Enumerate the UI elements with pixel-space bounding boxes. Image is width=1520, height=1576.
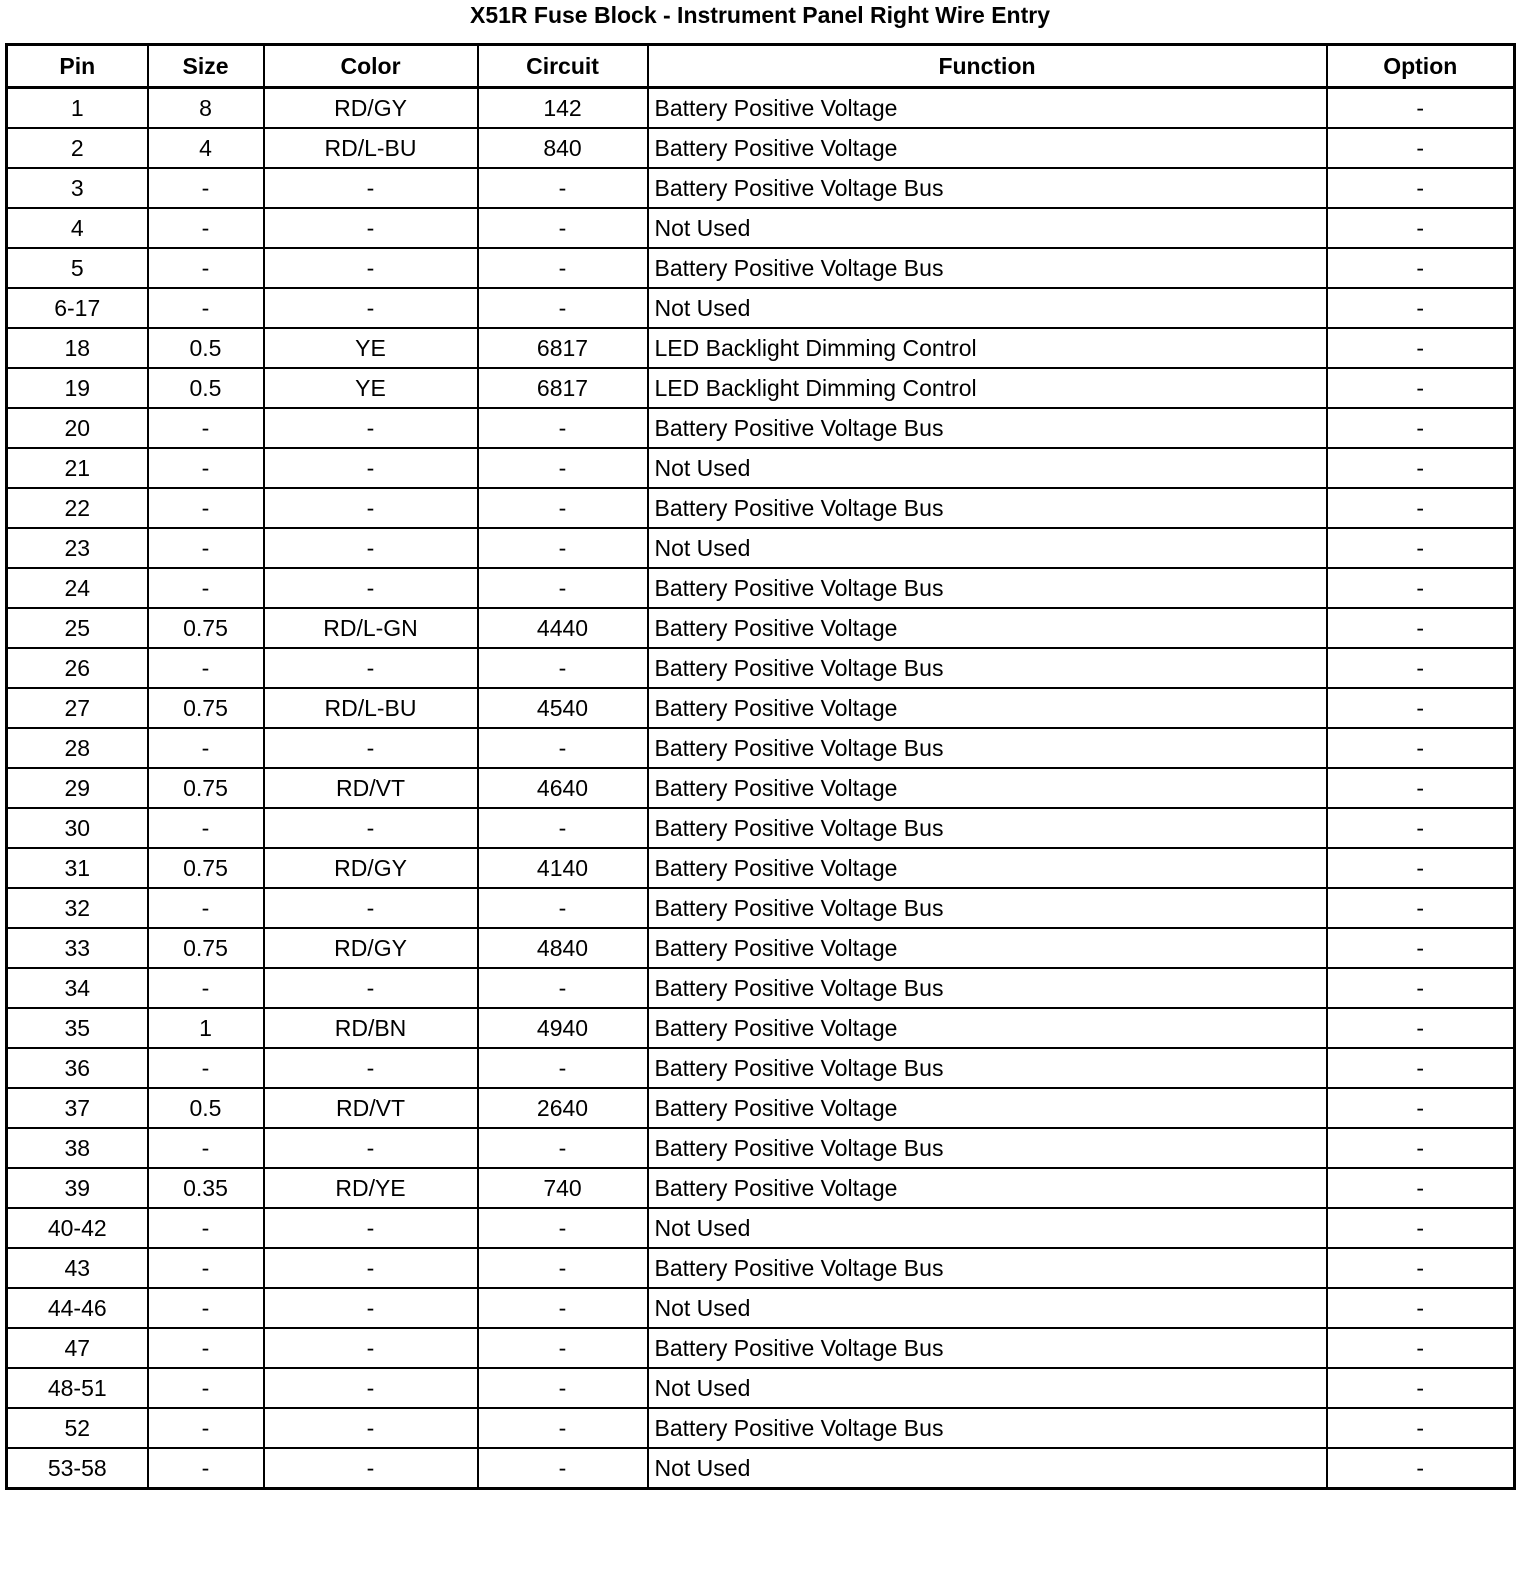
color-cell: -: [264, 728, 478, 768]
function-cell: Not Used: [648, 1368, 1327, 1408]
circuit-cell: -: [478, 488, 648, 528]
size-cell: -: [148, 248, 264, 288]
pin-cell: 34: [7, 968, 148, 1008]
color-cell: -: [264, 1208, 478, 1248]
table-row: [7, 1208, 1515, 1248]
function-cell: Battery Positive Voltage Bus: [648, 1408, 1327, 1448]
function-cell: Battery Positive Voltage Bus: [648, 728, 1327, 768]
pin-cell: 21: [7, 448, 148, 488]
option-cell: -: [1327, 928, 1515, 968]
size-cell: 0.75: [148, 688, 264, 728]
function-cell: Not Used: [648, 1448, 1327, 1489]
pin-cell: 18: [7, 328, 148, 368]
color-cell: RD/VT: [264, 1088, 478, 1128]
table-row: [7, 168, 1515, 208]
pin-cell: 48-51: [7, 1368, 148, 1408]
table-row: [7, 328, 1515, 368]
circuit-cell: 4540: [478, 688, 648, 728]
color-cell: -: [264, 968, 478, 1008]
size-cell: -: [148, 1368, 264, 1408]
page-title: X51R Fuse Block - Instrument Panel Right Wire Entry: [469, 2, 1051, 28]
option-cell: -: [1327, 1448, 1515, 1489]
pin-cell: 5: [7, 248, 148, 288]
function-cell: Battery Positive Voltage Bus: [648, 1048, 1327, 1088]
circuit-cell: 840: [478, 128, 648, 168]
table-row: [7, 1008, 1515, 1048]
pin-cell: 1: [7, 88, 148, 129]
circuit-cell: -: [478, 288, 648, 328]
pin-cell: 39: [7, 1168, 148, 1208]
option-cell: -: [1327, 808, 1515, 848]
table-row: [7, 1408, 1515, 1448]
option-cell: -: [1327, 1088, 1515, 1128]
option-cell: -: [1327, 248, 1515, 288]
size-cell: 0.75: [148, 848, 264, 888]
option-cell: -: [1327, 208, 1515, 248]
pin-cell: 36: [7, 1048, 148, 1088]
pin-cell: 53-58: [7, 1448, 148, 1489]
function-cell: Battery Positive Voltage Bus: [648, 1128, 1327, 1168]
table-row: [7, 888, 1515, 928]
circuit-cell: 4940: [478, 1008, 648, 1048]
pin-cell: 27: [7, 688, 148, 728]
option-cell: -: [1327, 448, 1515, 488]
color-cell: -: [264, 248, 478, 288]
color-cell: RD/BN: [264, 1008, 478, 1048]
circuit-cell: -: [478, 968, 648, 1008]
circuit-cell: 740: [478, 1168, 648, 1208]
color-cell: YE: [264, 368, 478, 408]
function-cell: Battery Positive Voltage: [648, 88, 1327, 129]
size-cell: -: [148, 808, 264, 848]
function-cell: Battery Positive Voltage Bus: [648, 648, 1327, 688]
size-cell: -: [148, 1328, 264, 1368]
function-cell: Battery Positive Voltage: [648, 688, 1327, 728]
circuit-cell: -: [478, 168, 648, 208]
function-cell: Battery Positive Voltage: [648, 1088, 1327, 1128]
pin-cell: 28: [7, 728, 148, 768]
option-cell: -: [1327, 408, 1515, 448]
option-cell: -: [1327, 608, 1515, 648]
function-cell: Battery Positive Voltage: [648, 1008, 1327, 1048]
size-cell: -: [148, 568, 264, 608]
circuit-cell: -: [478, 728, 648, 768]
table-row: [7, 1368, 1515, 1408]
circuit-cell: -: [478, 888, 648, 928]
function-cell: Battery Positive Voltage Bus: [648, 568, 1327, 608]
table-row: [7, 1048, 1515, 1088]
option-cell: -: [1327, 88, 1515, 129]
option-cell: -: [1327, 1008, 1515, 1048]
size-cell: 1: [148, 1008, 264, 1048]
function-cell: Battery Positive Voltage Bus: [648, 408, 1327, 448]
pin-cell: 52: [7, 1408, 148, 1448]
color-cell: -: [264, 808, 478, 848]
circuit-cell: 4440: [478, 608, 648, 648]
option-cell: -: [1327, 368, 1515, 408]
option-cell: -: [1327, 1128, 1515, 1168]
circuit-cell: 6817: [478, 368, 648, 408]
size-cell: -: [148, 168, 264, 208]
option-cell: -: [1327, 888, 1515, 928]
circuit-cell: -: [478, 528, 648, 568]
color-cell: RD/YE: [264, 1168, 478, 1208]
circuit-cell: 142: [478, 88, 648, 129]
pin-cell: 3: [7, 168, 148, 208]
size-cell: -: [148, 1128, 264, 1168]
pin-cell: 2: [7, 128, 148, 168]
function-cell: Battery Positive Voltage: [648, 928, 1327, 968]
function-cell: LED Backlight Dimming Control: [648, 368, 1327, 408]
option-cell: -: [1327, 1248, 1515, 1288]
color-cell: -: [264, 208, 478, 248]
option-cell: -: [1327, 1368, 1515, 1408]
color-cell: -: [264, 288, 478, 328]
table-row: [7, 1288, 1515, 1328]
size-cell: -: [148, 728, 264, 768]
pin-cell: 38: [7, 1128, 148, 1168]
color-cell: RD/GY: [264, 88, 478, 129]
function-cell: Not Used: [648, 288, 1327, 328]
table-row: [7, 568, 1515, 608]
function-cell: Battery Positive Voltage Bus: [648, 1328, 1327, 1368]
pin-cell: 26: [7, 648, 148, 688]
color-cell: -: [264, 1448, 478, 1489]
table-row: [7, 88, 1515, 129]
color-cell: -: [264, 1368, 478, 1408]
size-cell: -: [148, 888, 264, 928]
circuit-cell: -: [478, 448, 648, 488]
option-cell: -: [1327, 688, 1515, 728]
pinout-table: [5, 43, 1516, 1490]
circuit-cell: 6817: [478, 328, 648, 368]
pin-cell: 43: [7, 1248, 148, 1288]
table-row: [7, 1088, 1515, 1128]
function-cell: Not Used: [648, 208, 1327, 248]
color-cell: -: [264, 408, 478, 448]
option-cell: -: [1327, 488, 1515, 528]
table-row: [7, 728, 1515, 768]
color-cell: -: [264, 1408, 478, 1448]
table-row: [7, 288, 1515, 328]
pin-cell: 31: [7, 848, 148, 888]
size-cell: -: [148, 1448, 264, 1489]
size-cell: 0.75: [148, 608, 264, 648]
table-body: [7, 88, 1515, 1489]
size-cell: 0.75: [148, 768, 264, 808]
circuit-cell: -: [478, 1248, 648, 1288]
function-cell: Battery Positive Voltage Bus: [648, 168, 1327, 208]
pin-cell: 35: [7, 1008, 148, 1048]
color-cell: -: [264, 568, 478, 608]
circuit-cell: -: [478, 1128, 648, 1168]
circuit-cell: -: [478, 1288, 648, 1328]
function-cell: Battery Positive Voltage Bus: [648, 248, 1327, 288]
color-cell: RD/GY: [264, 928, 478, 968]
size-cell: 8: [148, 88, 264, 129]
table-row: [7, 128, 1515, 168]
size-cell: -: [148, 1248, 264, 1288]
function-cell: LED Backlight Dimming Control: [648, 328, 1327, 368]
option-cell: -: [1327, 1408, 1515, 1448]
option-cell: -: [1327, 568, 1515, 608]
size-cell: -: [148, 208, 264, 248]
column-header-pin: Pin: [7, 45, 148, 88]
size-cell: 0.5: [148, 1088, 264, 1128]
option-cell: -: [1327, 1168, 1515, 1208]
size-cell: 0.75: [148, 928, 264, 968]
pin-cell: 20: [7, 408, 148, 448]
function-cell: Not Used: [648, 1288, 1327, 1328]
option-cell: -: [1327, 848, 1515, 888]
option-cell: -: [1327, 128, 1515, 168]
function-cell: Battery Positive Voltage: [648, 1168, 1327, 1208]
pin-cell: 47: [7, 1328, 148, 1368]
function-cell: Battery Positive Voltage Bus: [648, 888, 1327, 928]
pin-cell: 23: [7, 528, 148, 568]
color-cell: RD/L-BU: [264, 688, 478, 728]
table-row: [7, 1128, 1515, 1168]
table-row: [7, 208, 1515, 248]
option-cell: -: [1327, 1208, 1515, 1248]
circuit-cell: 4840: [478, 928, 648, 968]
pin-cell: 32: [7, 888, 148, 928]
pin-cell: 30: [7, 808, 148, 848]
table-row: [7, 448, 1515, 488]
option-cell: -: [1327, 328, 1515, 368]
size-cell: -: [148, 448, 264, 488]
circuit-cell: -: [478, 808, 648, 848]
size-cell: -: [148, 528, 264, 568]
circuit-cell: -: [478, 1448, 648, 1489]
option-cell: -: [1327, 528, 1515, 568]
table-row: [7, 248, 1515, 288]
option-cell: -: [1327, 728, 1515, 768]
option-cell: -: [1327, 288, 1515, 328]
circuit-cell: 4640: [478, 768, 648, 808]
circuit-cell: -: [478, 1328, 648, 1368]
color-cell: -: [264, 1048, 478, 1088]
color-cell: RD/L-GN: [264, 608, 478, 648]
function-cell: Battery Positive Voltage Bus: [648, 968, 1327, 1008]
pin-cell: 25: [7, 608, 148, 648]
color-cell: -: [264, 1128, 478, 1168]
size-cell: -: [148, 488, 264, 528]
color-cell: -: [264, 1248, 478, 1288]
table-row: [7, 928, 1515, 968]
column-header-function: Function: [648, 45, 1327, 88]
function-cell: Battery Positive Voltage: [648, 848, 1327, 888]
size-cell: -: [148, 288, 264, 328]
size-cell: -: [148, 1408, 264, 1448]
size-cell: 0.5: [148, 368, 264, 408]
pin-cell: 24: [7, 568, 148, 608]
color-cell: RD/L-BU: [264, 128, 478, 168]
column-header-circuit: Circuit: [478, 45, 648, 88]
pin-cell: 40-42: [7, 1208, 148, 1248]
size-cell: 4: [148, 128, 264, 168]
function-cell: Battery Positive Voltage: [648, 128, 1327, 168]
table-row: [7, 968, 1515, 1008]
color-cell: -: [264, 488, 478, 528]
table-row: [7, 1448, 1515, 1489]
pin-cell: 37: [7, 1088, 148, 1128]
option-cell: -: [1327, 1328, 1515, 1368]
header-row: [7, 45, 1515, 88]
size-cell: 0.5: [148, 328, 264, 368]
option-cell: -: [1327, 168, 1515, 208]
circuit-cell: -: [478, 1048, 648, 1088]
pin-cell: 19: [7, 368, 148, 408]
color-cell: -: [264, 528, 478, 568]
function-cell: Battery Positive Voltage Bus: [648, 488, 1327, 528]
function-cell: Not Used: [648, 448, 1327, 488]
table-row: [7, 1328, 1515, 1368]
pin-cell: 6-17: [7, 288, 148, 328]
table-row: [7, 848, 1515, 888]
option-cell: -: [1327, 968, 1515, 1008]
table-row: [7, 1168, 1515, 1208]
pin-cell: 4: [7, 208, 148, 248]
column-header-color: Color: [264, 45, 478, 88]
size-cell: -: [148, 1048, 264, 1088]
size-cell: -: [148, 968, 264, 1008]
circuit-cell: -: [478, 408, 648, 448]
table-row: [7, 1248, 1515, 1288]
function-cell: Battery Positive Voltage: [648, 768, 1327, 808]
option-cell: -: [1327, 648, 1515, 688]
table-row: [7, 488, 1515, 528]
color-cell: RD/GY: [264, 848, 478, 888]
circuit-cell: -: [478, 208, 648, 248]
column-header-size: Size: [148, 45, 264, 88]
size-cell: 0.35: [148, 1168, 264, 1208]
circuit-cell: -: [478, 568, 648, 608]
table-row: [7, 608, 1515, 648]
circuit-cell: 2640: [478, 1088, 648, 1128]
function-cell: Battery Positive Voltage: [648, 608, 1327, 648]
size-cell: -: [148, 648, 264, 688]
color-cell: -: [264, 1288, 478, 1328]
circuit-cell: -: [478, 1208, 648, 1248]
color-cell: RD/VT: [264, 768, 478, 808]
size-cell: -: [148, 1288, 264, 1328]
function-cell: Not Used: [648, 1208, 1327, 1248]
color-cell: -: [264, 1328, 478, 1368]
circuit-cell: -: [478, 648, 648, 688]
circuit-cell: -: [478, 1368, 648, 1408]
pin-cell: 22: [7, 488, 148, 528]
circuit-cell: -: [478, 248, 648, 288]
option-cell: -: [1327, 1048, 1515, 1088]
table-row: [7, 368, 1515, 408]
table-row: [7, 768, 1515, 808]
table-row: [7, 808, 1515, 848]
option-cell: -: [1327, 1288, 1515, 1328]
color-cell: -: [264, 448, 478, 488]
circuit-cell: 4140: [478, 848, 648, 888]
function-cell: Battery Positive Voltage Bus: [648, 808, 1327, 848]
pin-cell: 33: [7, 928, 148, 968]
color-cell: YE: [264, 328, 478, 368]
table-row: [7, 688, 1515, 728]
option-cell: -: [1327, 768, 1515, 808]
table-row: [7, 648, 1515, 688]
function-cell: Not Used: [648, 528, 1327, 568]
function-cell: Battery Positive Voltage Bus: [648, 1248, 1327, 1288]
color-cell: -: [264, 648, 478, 688]
color-cell: -: [264, 888, 478, 928]
table-row: [7, 528, 1515, 568]
pin-cell: 44-46: [7, 1288, 148, 1328]
pin-cell: 29: [7, 768, 148, 808]
color-cell: -: [264, 168, 478, 208]
column-header-option: Option: [1327, 45, 1515, 88]
table-row: [7, 408, 1515, 448]
size-cell: -: [148, 1208, 264, 1248]
size-cell: -: [148, 408, 264, 448]
circuit-cell: -: [478, 1408, 648, 1448]
